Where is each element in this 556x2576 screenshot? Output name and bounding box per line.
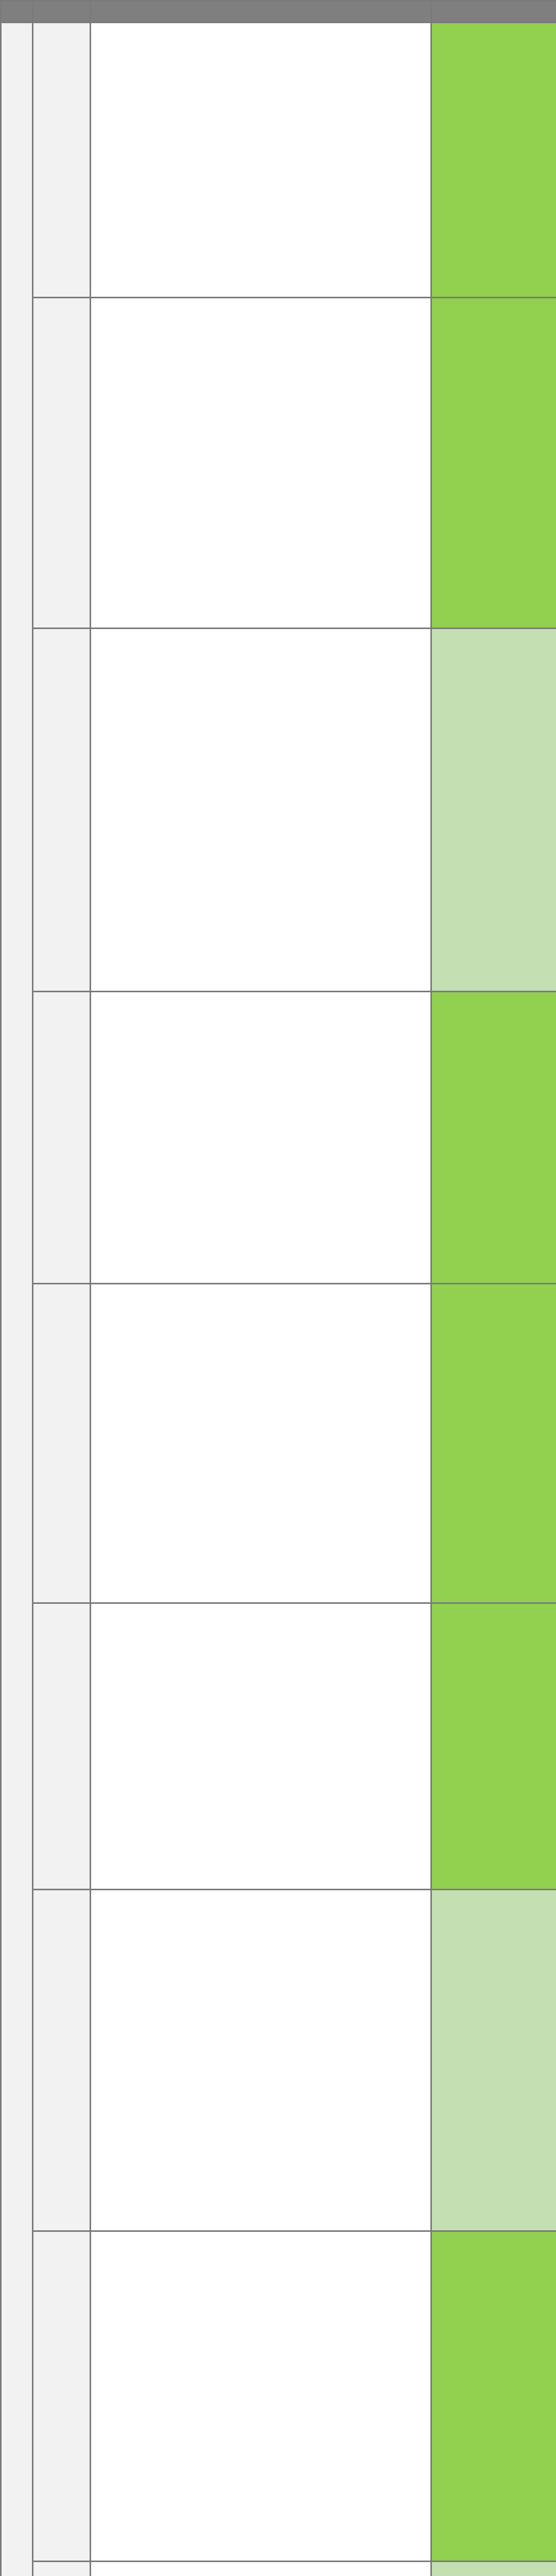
table-row bbox=[1, 1603, 556, 1889]
judgement-cell bbox=[431, 628, 556, 992]
header-logic bbox=[91, 1, 431, 23]
commodity-cell bbox=[33, 22, 91, 298]
logic-cell bbox=[91, 1283, 431, 1603]
logic-cell bbox=[91, 22, 431, 298]
table-row bbox=[1, 1283, 556, 1603]
header-judgement bbox=[431, 1, 556, 23]
commodity-cell bbox=[33, 1603, 91, 1889]
judgement-cell bbox=[431, 2562, 556, 2576]
commodity-cell bbox=[33, 992, 91, 1284]
sector-cell bbox=[1, 22, 33, 2576]
header-row bbox=[1, 1, 556, 23]
commodity-cell bbox=[33, 2562, 91, 2576]
judgement-cell bbox=[431, 298, 556, 628]
table-row bbox=[1, 1889, 556, 2231]
logic-cell bbox=[91, 1603, 431, 1889]
judgement-cell bbox=[431, 992, 556, 1284]
logic-cell bbox=[91, 1889, 431, 2231]
header-sector bbox=[1, 1, 33, 23]
judgement-cell bbox=[431, 1603, 556, 1889]
table-row bbox=[1, 22, 556, 298]
table-row bbox=[1, 2231, 556, 2561]
logic-cell bbox=[91, 992, 431, 1284]
table-row bbox=[1, 628, 556, 992]
logic-cell bbox=[91, 298, 431, 628]
header-commodity bbox=[33, 1, 91, 23]
judgement-cell bbox=[431, 2231, 556, 2561]
commodity-cell bbox=[33, 298, 91, 628]
table-row bbox=[1, 298, 556, 628]
judgement-cell bbox=[431, 1889, 556, 2231]
table-row bbox=[1, 992, 556, 1284]
judgement-cell bbox=[431, 1283, 556, 1603]
commodity-cell bbox=[33, 2231, 91, 2561]
commodity-cell bbox=[33, 1283, 91, 1603]
logic-cell bbox=[91, 2562, 431, 2576]
logic-cell bbox=[91, 2231, 431, 2561]
commodity-cell bbox=[33, 628, 91, 992]
table-row bbox=[1, 2562, 556, 2576]
logic-cell bbox=[91, 628, 431, 992]
judgement-cell bbox=[431, 22, 556, 298]
commodity-cell bbox=[33, 1889, 91, 2231]
